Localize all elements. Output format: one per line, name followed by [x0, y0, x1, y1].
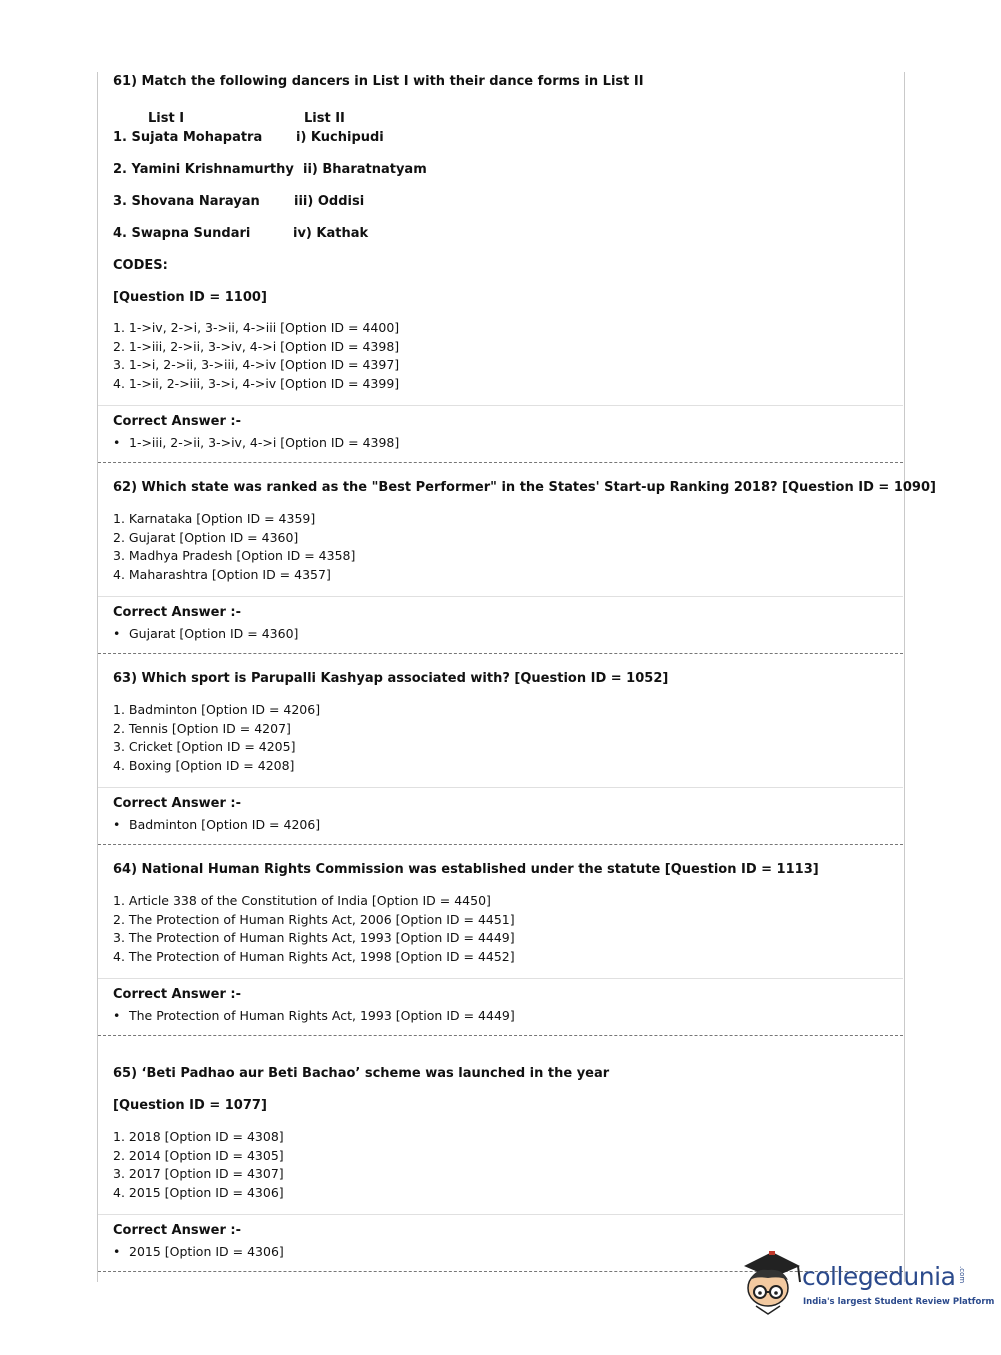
- q61-row-left: 4. Swapna Sundari: [113, 226, 251, 241]
- q64-answer-text: The Protection of Human Rights Act, 1993 [Option ID = 4449]: [129, 1008, 515, 1023]
- q65-title: 65) ‘Beti Padhao aur Beti Bachao’ scheme was launched in the year: [113, 1066, 610, 1081]
- q61-row-left: 2. Yamini Krishnamurthy: [113, 162, 294, 177]
- q62-answer-text: Gujarat [Option ID = 4360]: [129, 626, 299, 641]
- option: 3. Madhya Pradesh [Option ID = 4358]: [113, 548, 356, 564]
- option: 4. 2015 [Option ID = 4306]: [113, 1184, 284, 1200]
- q63-title: 63) Which sport is Parupalli Kashyap associated with? [Question ID = 1052]: [113, 671, 669, 686]
- q64-title: 64) National Human Rights Commission was established under the statute [Question ID = 1113]: [113, 862, 819, 877]
- q61-row-right: ii) Bharatnatyam: [303, 162, 427, 177]
- question-separator: [98, 653, 903, 654]
- q61-answer-text: 1->iii, 2->ii, 3->iv, 4->i [Option ID = 4398]: [129, 435, 400, 450]
- q61-row-right: iv) Kathak: [293, 226, 369, 241]
- q61-question-id: [Question ID = 1100]: [113, 290, 267, 305]
- brand-tagline: India's largest Student Review Platform: [803, 1297, 995, 1307]
- q65-question-id: [Question ID = 1077]: [113, 1098, 267, 1113]
- q65-correct-label: Correct Answer :-: [113, 1223, 241, 1238]
- divider: [98, 1214, 903, 1215]
- q61-row-left: 1. Sujata Mohapatra: [113, 130, 263, 145]
- divider: [98, 405, 903, 406]
- option: 4. 1->ii, 2->iii, 3->i, 4->iv [Option ID = 4399]: [113, 375, 400, 391]
- q63-answer-text: Badminton [Option ID = 4206]: [129, 817, 321, 832]
- option: 3. 1->i, 2->ii, 3->iii, 4->iv [Option ID = 4397]: [113, 357, 400, 373]
- bullet: •: [113, 626, 121, 641]
- q63-answer: [113, 817, 320, 832]
- brand-suffix: .com: [958, 1266, 966, 1284]
- brand-wordmark: collegedunia: [802, 1262, 956, 1291]
- option: 4. Boxing [Option ID = 4208]: [113, 757, 295, 773]
- divider: [98, 596, 903, 597]
- option: 1. Article 338 of the Constitution of India [Option ID = 4450]: [113, 893, 491, 908]
- q65-answer: [113, 1244, 284, 1259]
- q61-list2-header: List II: [304, 111, 345, 126]
- q62-options: [113, 510, 355, 584]
- q61-codes-label: CODES:: [113, 258, 168, 273]
- q64-answer: [113, 1008, 515, 1023]
- option: 2. Gujarat [Option ID = 4360]: [113, 529, 299, 545]
- bullet: •: [113, 1008, 121, 1023]
- q62-title: 62) Which state was ranked as the "Best Performer" in the States' Start-up Ranking 2018? [Question ID = 1090]: [113, 480, 936, 495]
- bullet: •: [113, 435, 121, 450]
- q65-answer-text: 2015 [Option ID = 4306]: [129, 1244, 284, 1259]
- divider: [98, 978, 903, 979]
- q62-answer: [113, 626, 298, 641]
- q61-row-right: iii) Oddisi: [294, 194, 365, 209]
- bullet: •: [113, 817, 121, 832]
- q61-list1-header: List I: [148, 111, 185, 126]
- option: 1. 2018 [Option ID = 4308]: [113, 1129, 284, 1144]
- option: 4. The Protection of Human Rights Act, 1998 [Option ID = 4452]: [113, 948, 515, 964]
- q62-correct-label: Correct Answer :-: [113, 605, 241, 620]
- q61-title: 61) Match the following dancers in List I with their dance forms in List II: [113, 74, 644, 89]
- option: 1. Karnataka [Option ID = 4359]: [113, 511, 316, 526]
- option: 3. The Protection of Human Rights Act, 1993 [Option ID = 4449]: [113, 930, 515, 946]
- option: 2. The Protection of Human Rights Act, 2006 [Option ID = 4451]: [113, 911, 515, 927]
- q63-options: [113, 701, 320, 775]
- option: 1. 1->iv, 2->i, 3->ii, 4->iii [Option ID = 4400]: [113, 320, 400, 335]
- q64-correct-label: Correct Answer :-: [113, 987, 241, 1002]
- bullet: •: [113, 1244, 121, 1259]
- question-separator: [98, 844, 903, 845]
- divider: [98, 787, 903, 788]
- q65-options: [113, 1128, 284, 1202]
- option: 2. 1->iii, 2->ii, 3->iv, 4->i [Option ID = 4398]: [113, 338, 400, 354]
- q61-row-right: i) Kuchipudi: [296, 130, 384, 145]
- option: 3. 2017 [Option ID = 4307]: [113, 1166, 284, 1182]
- question-separator: [98, 1035, 903, 1036]
- q61-answer: [113, 435, 399, 450]
- option: 4. Maharashtra [Option ID = 4357]: [113, 566, 331, 582]
- q61-row-left: 3. Shovana Narayan: [113, 194, 260, 209]
- option: 2. Tennis [Option ID = 4207]: [113, 720, 291, 736]
- q61-correct-label: Correct Answer :-: [113, 414, 241, 429]
- q61-options: [113, 319, 399, 393]
- option: 2. 2014 [Option ID = 4305]: [113, 1147, 284, 1163]
- question-separator: [98, 462, 903, 463]
- q63-correct-label: Correct Answer :-: [113, 796, 241, 811]
- option: 3. Cricket [Option ID = 4205]: [113, 739, 296, 755]
- option: 1. Badminton [Option ID = 4206]: [113, 702, 321, 717]
- q64-options: [113, 892, 515, 966]
